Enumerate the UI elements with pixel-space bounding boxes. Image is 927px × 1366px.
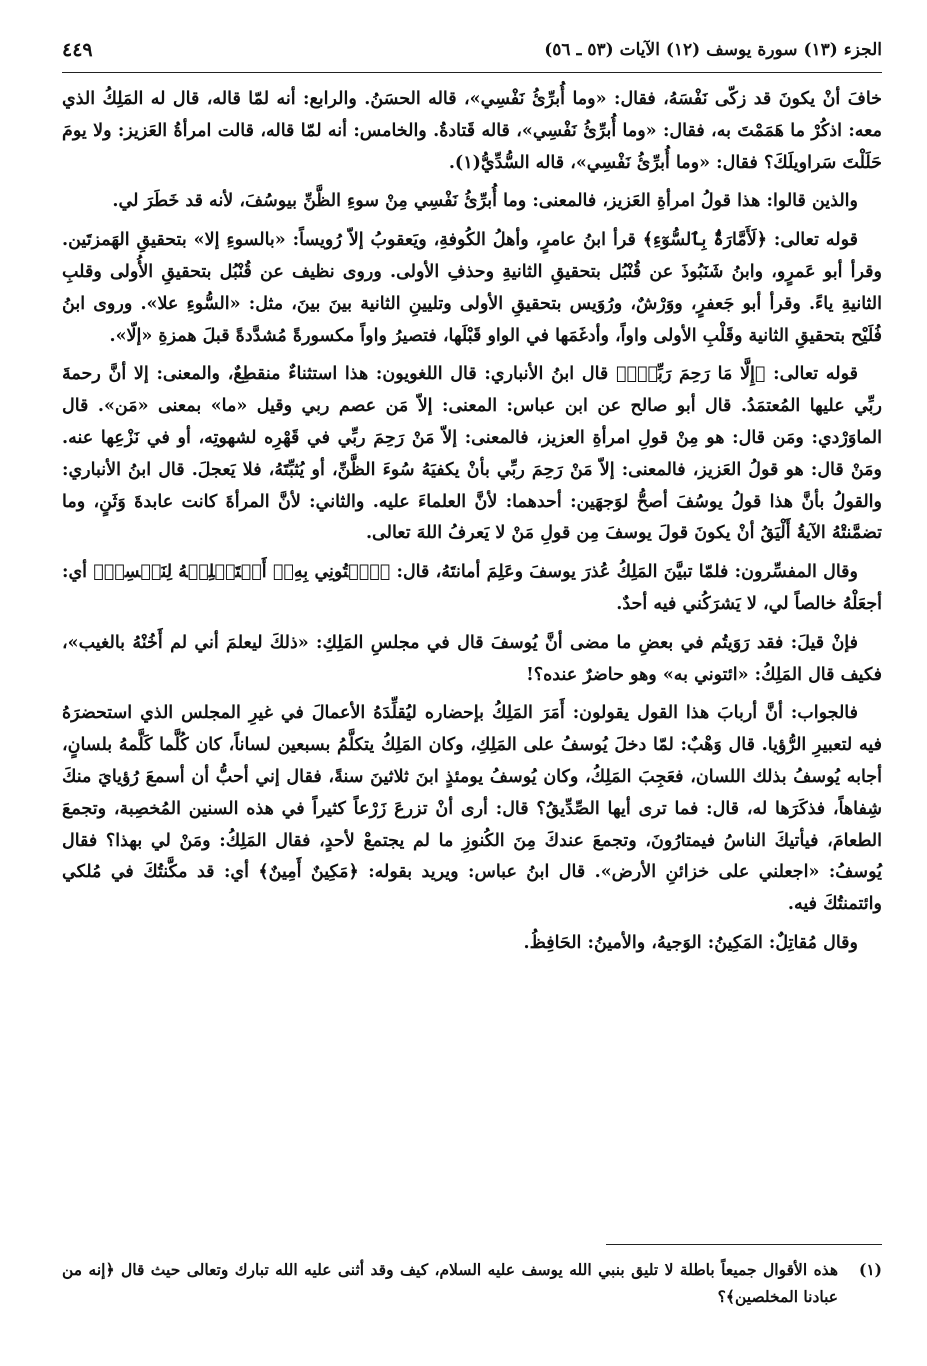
- footnote-marker: (١): [858, 1260, 882, 1279]
- paragraph: قوله تعالى: ﴿إِلَّا مَا رَحِمَ رَبِّيٓۚ﴾ قال ابنُ الأنباري: قال اللغويون: هذا استثناءٌ منقطِعٌ، والمعنى: إلا أنَّ رحمةَ ربِّي عليها المُعتمَدُ. قال أبو صالح عن ابن عباس: المعنى: إلاّ مَن عصم ربي وقيل «ما» بمعنى «مَن». قال الماوَرْدي: ومَن قال: هو مِنْ قولِ امرأةِ العزيز، فالمعنى: إلاّ مَنْ رَحِمَ ربِّي في قَهْرِه لشهوتِه، أو في نَزْعِها عنه. ومَنْ قال: هو قولُ العَزيز، فالمعنى: إلاّ مَنْ رَحِمَ ربِّي بأنْ يكفيَهُ سُوءَ الظَّنِّ، أو يُثبِّتَهُ، فلا يَعجلَ. قال ابنُ الأنباري: والقولُ بأنَّ هذا قولُ يوسُفَ أصحُّ لوَجهَين: أحدهما: لأنَّ العلماءَ عليه. والثاني: لأنَّ المرأةَ كانت عابدةَ وَثَنٍ، وما تضمَّنتْهُ الآيةُ أَلْيَقُ أنْ يكونَ قولَ يوسفَ مِن قولِ مَنْ لا يَعرفُ اللهَ تعالى.: [62, 364, 882, 544]
- paragraph: فإنْ قيلَ: فقد رَوَيتُم في بعضِ ما مضى أنَّ يُوسفَ قال في مجلسِ المَلِكِ: «ذلكَ ليعلمَ أني لم أَخُنْهُ بالغيب»، فكيف قال المَلِكُ: «ائتوني به» وهو حاضرٌ عنده؟!: [62, 632, 882, 685]
- page-header: [62, 28, 882, 73]
- footnote: [62, 1256, 882, 1310]
- footnote-text: هذه الأقوال جميعاً باطلة لا تليق بنبي الله يوسف عليه السلام، كيف وقد أثنى عليه الله تبارك وتعالى حيث قال ﴿إنه من عبادنا المخلصين﴾؟: [62, 1260, 838, 1306]
- main-text: [62, 84, 882, 967]
- paragraph: فالجواب: أنَّ أربابَ هذا القول يقولون: أَمَرَ المَلِكُ بإحضاره ليُقلِّدَهُ الأعمالَ في غيرِ المجلس الذي استحضرَهُ فيه لتعبيرِ الرُّؤيا. قال وَهْبٌ: لمّا دخلَ يُوسفُ على المَلِكِ، وكان المَلِكُ يتكلَّمُ بسبعين لساناً، كان كُلَّما كَلَّمهُ بلسانٍ، أجابه يُوسفُ بذلك اللسان، فعَجِبَ المَلِكُ، وكان يُوسفُ يومئذٍ ابنَ ثلاثينَ سنةً، فقال إني أحبُّ أن أسمعَ رُؤيايَ منكَ شِفاهاً، فذكَرَها له، قال: فما ترى أيها الصِّدِّيقُ؟ قال: أرى أنْ تزرعَ زَرْعاً كثيراً في هذه السنين المُخصِبة، وتجمعَ الطعامَ، فيأتيكَ الناسُ فيمتارُونَ، وتجمعَ عندكَ مِنَ الكُنوزِ ما لم يجتمعْ لأحدٍ، فقال المَلِكُ: ومَنْ لي بهذا؟ فقال يُوسفُ: «اجعلني على خزائنِ الأرض». قال ابنُ عباس: ويريد بقوله: ﴿مَكِينٌ أَمِينٌ﴾ أي: قد مكَّنتُكَ في مُلكي وائتمنتُكَ فيه.: [62, 703, 882, 915]
- paragraph: قوله تعالى: ﴿لَأَمَّارَةٌۢ بِٱلسُّوٓءِ﴾ قرأ ابنُ عامرٍ، وأهلُ الكُوفةِ، ويَعقوبُ إلاّ رُويساً: «بالسوءِ إلا» بتحقيقِ الهَمزتَين. وقرأ أبو عَمرٍو، وابنُ شَنَبُوذَ عن قُنْبُل بتحقيقِ الثانيةِ وحذفِ الأولى. وروى نظيف عن قُنْبُل بتحقيقِ الأُولى وقلبِ الثانيةِ ياءً. وقرأ أبو جَعفرٍ، ووَرْشٌ، ورُوَيس بتحقيقِ الأولى وتليينِ الثانية بينَ بينَ، مثل: «السُّوءِ علا». وروى ابنُ فُلَيْح بتحقيقِ الثانية وقَلْبِ الأولى واواً، وأدغَمَها في الواو قَبْلَها، فتصيرُ واواً مكسورةً مُشدَّدةً قبلَ همزةِ «إلّا».: [62, 230, 882, 346]
- paragraph: وقال المفسِّرون: فلمّا تبيَّنَ المَلِكُ عُذرَ يوسفَ وعَلِمَ أمانتَهُ، قال: ﴿ٱئۡتُونِي بِهِۦٓ أَسۡتَخۡلِصۡهُ لِنَفۡسِيۖ﴾ أي: أجعَلْهُ خالصاً لي، لا يَشرَكُني فيه أحدٌ.: [62, 562, 882, 614]
- book-page: [62, 28, 882, 1338]
- paragraph: خافَ أنْ يكونَ قد زكّى نَفْسَهُ، فقال: «وما أُبرِّئُ نَفْسِي»، قاله الحسَنُ. والرابع: أنه لمّا قاله، قال له المَلِكُ الذي معه: اذكُرْ ما هَمَمْتَ به، فقال: «وما أُبرِّئُ نَفْسِي»، قاله قَتادةُ. والخامس: أنه لمّا قاله، قالت امرأةُ العَزيز: ولا يومَ حَلَلْتَ سَراويلَكَ؟ فقال: «وما أُبرِّئُ نَفْسِي»، قاله السُّدِّيُّ(١).: [62, 89, 882, 173]
- paragraph: وقال مُقاتِلٌ: المَكِينُ: الوَجيهُ، والأمينُ: الحَافِظُ.: [523, 932, 858, 953]
- footnote-divider: [606, 1244, 882, 1245]
- running-header-title: الجزء (١٣) سورة يوسف (١٢) الآيات (٥٣ ـ ٥٦): [544, 40, 882, 60]
- paragraph: والذين قالوا: هذا قولُ امرأةِ العَزيز، فالمعنى: وما أُبرِّئُ نَفْسِي مِنْ سوءِ الظَّنِّ بيوسُفَ، لأنه قد خَطَرَ لي.: [112, 191, 858, 212]
- page-number: ٤٤٩: [62, 39, 93, 61]
